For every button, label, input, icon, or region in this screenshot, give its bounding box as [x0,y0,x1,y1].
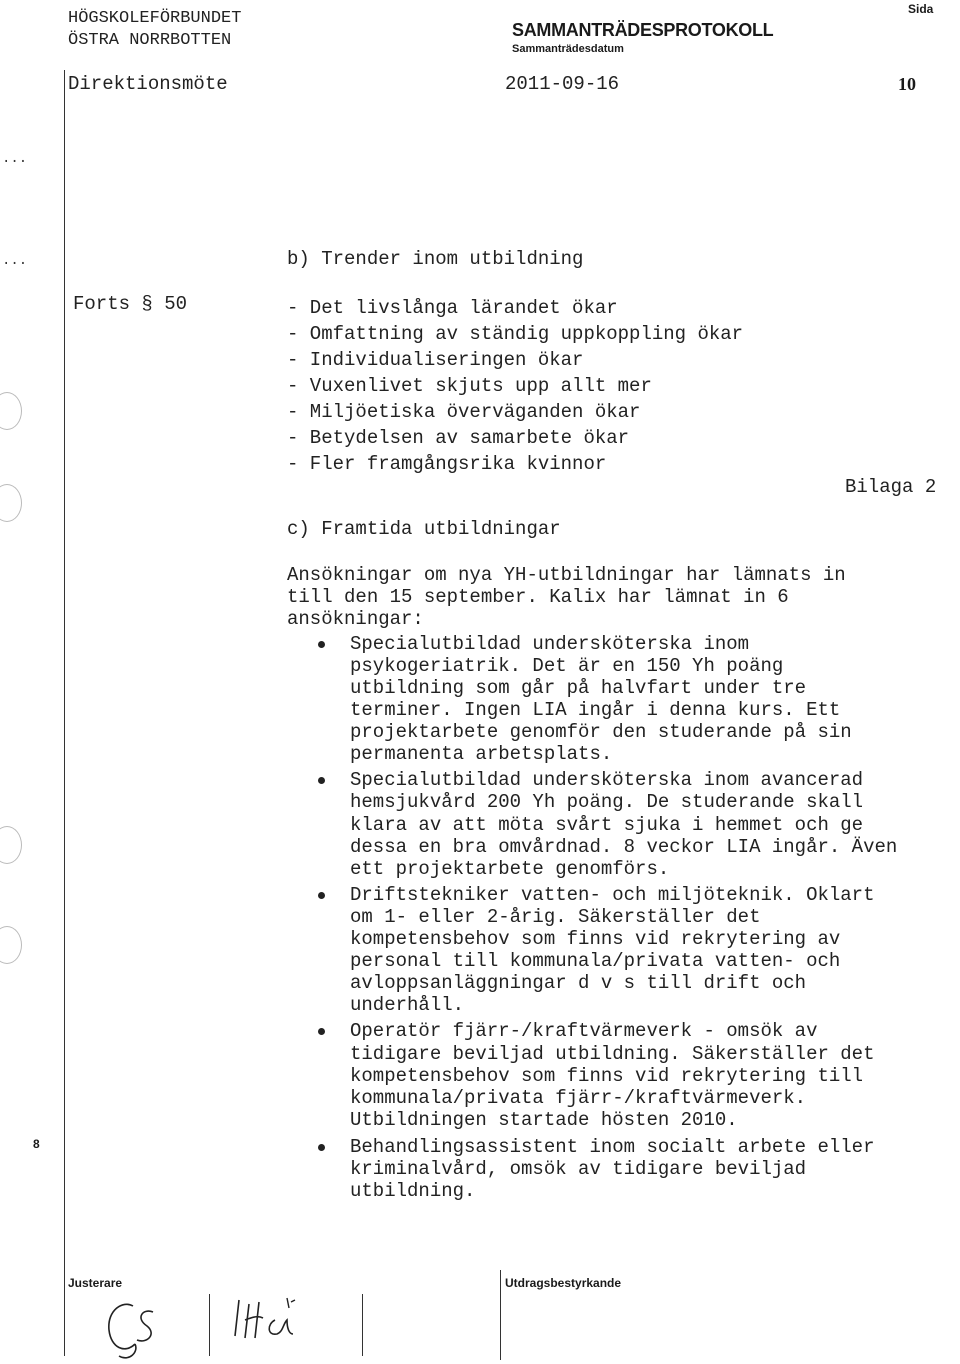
intro-line: till den 15 september. Kalix har lämnat in 6 [287,586,789,608]
bullet-dot [318,777,325,784]
bullet-line: permanenta arbetsplats. [350,743,613,765]
document-title: SAMMANTRÄDESPROTOKOLL [512,20,774,40]
trend-item: - Vuxenlivet skjuts upp allt mer [287,375,652,397]
bullet-line: Specialutbildad undersköterska inom avancerad [350,769,864,791]
bullet-line: terminer. Ingen LIA ingår i denna kurs. Ett [350,699,841,721]
punch-hole [0,926,22,964]
margin-rule [64,70,65,1356]
section-b-heading: b) Trender inom utbildning [287,248,584,270]
trend-item: - Det livslånga lärandet ökar [287,297,618,319]
bullet-line: Specialutbildad undersköterska inom [350,633,750,655]
margin-dots: ... [2,253,28,269]
trend-item: - Omfattning av ständig uppkoppling ökar [287,323,744,345]
trend-item: - Fler framgångsrika kvinnor [287,453,607,475]
bullet-line: personal till kommunala/privata vatten- och [350,950,841,972]
page-number: 10 [898,74,916,94]
bullet-line: kompetensbehov som finns vid rekrytering till [350,1065,864,1087]
trend-item: - Miljöetiska överväganden ökar [287,401,641,423]
intro-line: ansökningar: [287,608,424,630]
signature-initials-1 [95,1296,165,1364]
bullet-line: psykogeriatrik. Det är en 150 Yh poäng [350,655,784,677]
bullet-line: avloppsanläggningar d v s till drift och [350,972,807,994]
bullet-dot [318,1028,325,1035]
margin-dots: ... [2,151,28,167]
signature-divider [362,1294,363,1356]
bullet-dot [318,1144,325,1151]
side-number: 8 [33,1137,40,1151]
punch-hole [0,484,22,522]
bullet-line: utbildning. [350,1180,476,1202]
bullet-line: ett projektarbete genomförs. [350,858,670,880]
bullet-line: Operatör fjärr-/kraftvärmeverk - omsök av [350,1020,818,1042]
trend-item: - Betydelsen av samarbete ökar [287,427,630,449]
bullet-line: underhåll. [350,994,465,1016]
bullet-line: utbildning som går på halvfart under tre [350,677,807,699]
appendix-label: Bilaga 2 [845,476,937,498]
bullet-line: tidigare beviljad utbildning. Säkerställer det [350,1043,875,1065]
bullet-line: Driftstekniker vatten- och miljöteknik. Oklart [350,884,875,906]
organization-name-line1: HÖGSKOLEFÖRBUNDET [68,9,242,28]
intro-line: Ansökningar om nya YH-utbildningar har lämnats in [287,564,846,586]
meeting-name: Direktionsmöte [68,73,228,95]
punch-hole [0,826,22,864]
bullet-line: Utbildningen startade hösten 2010. [350,1109,738,1131]
extract-certification-label: Utdragsbestyrkande [505,1276,622,1290]
signature-initials-2 [225,1290,305,1350]
bullet-line: klara av att möta svårt sjuka i hemmet och ge [350,814,864,836]
section-reference: Forts § 50 [73,293,188,315]
organization-name-line2: ÖSTRA NORRBOTTEN [68,31,232,50]
bullet-line: om 1- eller 2-årig. Säkerställer det [350,906,761,928]
meeting-date: 2011-09-16 [505,73,620,95]
bullet-dot [318,641,325,648]
bullet-line: Behandlingsassistent inom socialt arbete eller [350,1136,875,1158]
bullet-line: projektarbete genomför den studerande på sin [350,721,852,743]
signer-label: Justerare [68,1276,123,1290]
bullet-line: dessa en bra omvårdnad. 8 veckor LIA ingår. Även [350,836,898,858]
bullet-dot [318,892,325,899]
bullet-line: kompetensbehov som finns vid rekrytering av [350,928,841,950]
trend-item: - Individualiseringen ökar [287,349,584,371]
section-c-heading: c) Framtida utbildningar [287,518,561,540]
signature-divider [209,1294,210,1356]
bullet-line: kommunala/privata fjärr-/kraftvärmeverk. [350,1087,807,1109]
page-label: Sida [908,2,934,16]
bullet-line: hemsjukvård 200 Yh poäng. De studerande skall [350,791,864,813]
punch-hole [0,392,22,430]
meeting-date-label: Sammanträdesdatum [512,43,624,55]
bullet-line: kriminalvård, omsök av tidigare beviljad [350,1158,807,1180]
footer-divider [500,1270,501,1360]
